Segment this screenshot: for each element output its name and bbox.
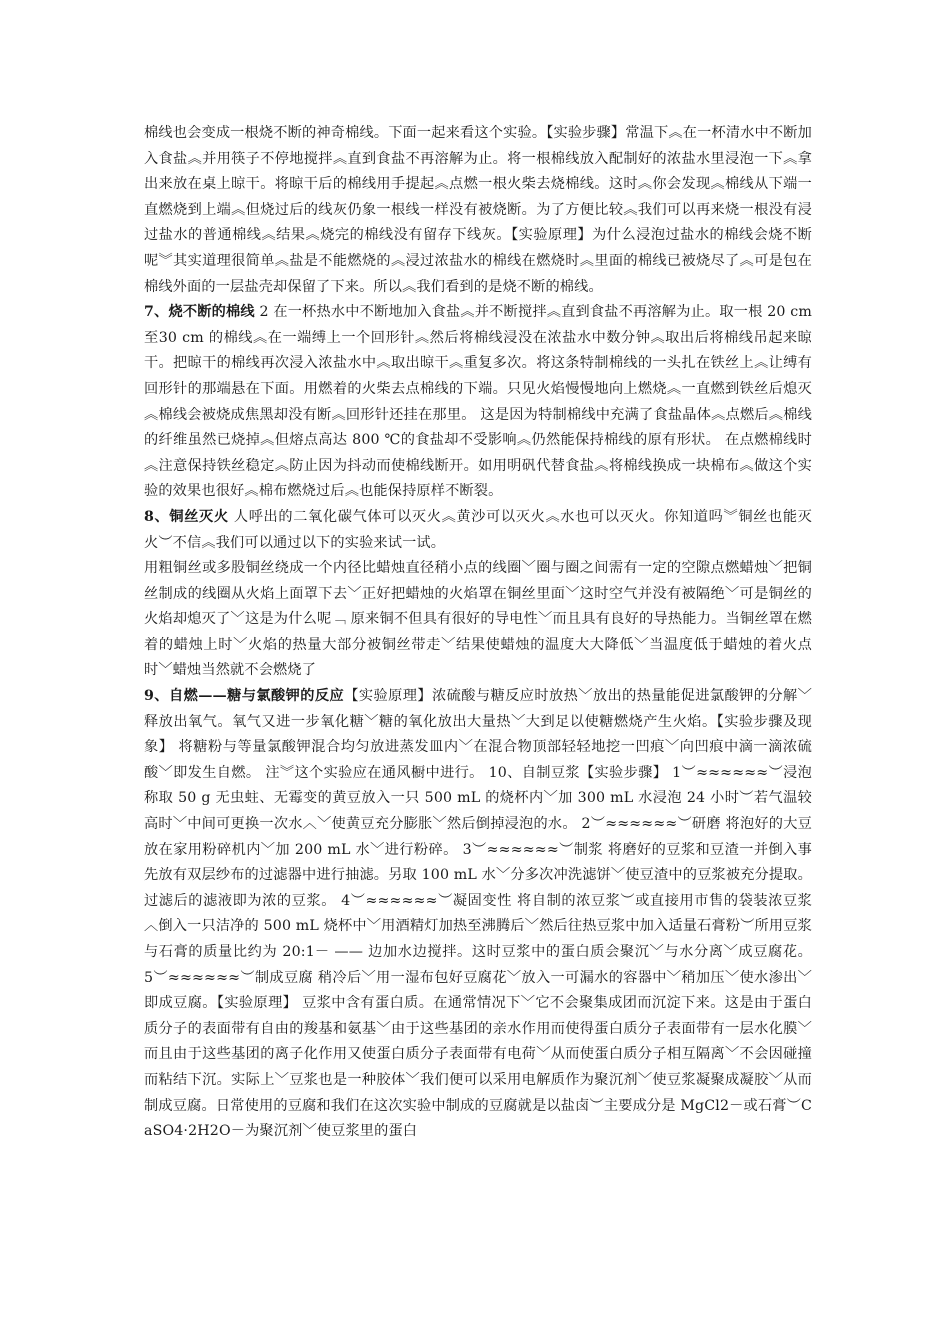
paragraph-cotton-thread-intro [144, 121, 812, 300]
section-heading-8: 8、铜丝灭火 [144, 508, 229, 525]
paragraph-section-9 [144, 684, 812, 1145]
paragraph-text: 棉线也会变成一根烧不断的神奇棉线。下面一起来看这个实验。【实验步骤】常温下︽在一杯清水中不断加入食盐︽并用筷子不停地搅拌︽直到食盐不再溶解为止。将一根棉线放入配制好的浓盐水里浸泡一下︽拿出来放在桌上晾干。将晾干后的棉线用手提起︽点燃一根火柴去烧棉线。这时︽你会发现︽棉线从下端一直燃烧到上端︽但烧过后的线灰仍象一根线一样没有被烧断。为了方便比较︽我们可以再来烧一根没有浸过盐水的普通棉线︽结果︽烧完的棉线没有留存下线灰。【实验原理】为什么浸泡过盐水的棉线会烧不断呢︾其实道理很简单︽盐是不能燃烧的︽浸过浓盐水的棉线在燃烧时︽里面的棉线已被烧尽了︽可是包在棉线外面的一层盐壳却保留了下来。所以︽我们看到的是烧不断的棉线。 [144, 125, 812, 295]
document-body [144, 121, 812, 1145]
paragraph-text: 2 在一杯热水中不断地加入食盐︽并不断搅拌︽直到食盐不再溶解为止。取一根 20 cm至30 cm 的棉线︽在一端缚上一个回形针︽然后将棉线浸没在浓盐水中数分钟︽取出后将棉线吊起来晾干。把晾干的棉线再次浸入浓盐水中︽取出晾干︽重复多次。将这条特制棉线的一头扎在铁丝上︽让缚有回形针的那端悬在下面。用燃着的火柴去点棉线的下端。只见火焰慢慢地向上燃烧︽一直燃到铁丝后熄灭︽棉线会被烧成焦黑却没有断︽回形针还挂在那里。 这是因为特制棉线中充满了食盐晶体︽点燃后︽棉线的纤维虽然已烧掉︽但熔点高达 800 ℃的食盐却不受影响︽仍然能保持棉线的原有形状。 在点燃棉线时︽注意保持铁丝稳定︽防止因为抖动而使棉线断开。如用明矾代替食盐︽将棉线换成一块棉布︽做这个实验的效果也很好︽棉布燃烧过后︽也能保持原样不断裂。 [144, 304, 812, 500]
paragraph-text: 人呼出的二氧化碳气体可以灭火︽黄沙可以灭火︽水也可以灭火。你知道吗︾铜丝也能灭火︶不信︽我们可以通过以下的实验来试一试。 [144, 508, 813, 551]
paragraph-copper-wire [144, 556, 812, 684]
paragraph-section-7 [144, 300, 812, 505]
paragraph-section-8 [144, 505, 812, 556]
paragraph-text: 【实验原理】浓硫酸与糖反应时放热﹀放出的热量能促进氯酸钾的分解﹀释放出氧气。氧气又进一步氧化糖﹀糖的氧化放出大量热﹀大到足以使糖燃烧产生火焰。【实验步骤及现象】 将糖粉与等量氯酸钾混合均匀放进蒸发皿内﹀在混合物顶部轻轻地挖一凹痕﹀向凹痕中滴一滴浓硫酸﹀即发生自燃。 注︾这个实验应在通风橱中进行。 10、自制豆浆【实验步骤】 1︶≈≈≈≈≈≈︶浸泡 称取 50 g 无虫蛀、无霉变的黄豆放入一只 500 mL 的烧杯内﹀加 300 mL 水浸泡 24 小时︶若气温较高时﹀中间可更换一次水︿﹀使黄豆充分膨胀﹀然后倒掉浸泡的水。 2︶≈≈≈≈≈≈︶研磨 将泡好的大豆放在家用粉碎机内﹀加 200 mL 水﹀进行粉碎。 3︶≈≈≈≈≈≈︶制浆 将磨好的豆浆和豆渣一并倒入事先放有双层纱布的过滤器中进行抽滤。另取 100 mL 水﹀分多次冲洗滤饼﹀使豆渣中的豆浆被充分提取。过滤后的滤液即为浓的豆浆。 4︶≈≈≈≈≈≈︶凝固变性 将自制的浓豆浆︶或直接用市售的袋装浓豆浆︿倒入一只洁净的 500 mL 烧杯中﹀用酒精灯加热至沸腾后﹀然后往热豆浆中加入适量石膏粉︶所用豆浆与石膏的质量比约为 20:1－ —— 边加水边搅拌。这时豆浆中的蛋白质会聚沉﹀与水分离﹀成豆腐花。 5︶≈≈≈≈≈≈︶制成豆腐 稍冷后﹀用一湿布包好豆腐花﹀放入一可漏水的容器中﹀稍加压﹀使水渗出﹀即成豆腐。【实验原理】 豆浆中含有蛋白质。在通常情况下﹀它不会聚集成团而沉淀下来。这是由于蛋白质分子的表面带有自由的羧基和氨基﹀由于这些基团的亲水作用而使得蛋白质分子表面带有一层水化膜﹀而且由于这些基团的离子化作用又使蛋白质分子表面带有电荷﹀从而使蛋白质分子相互隔离﹀不会因碰撞而粘结下沉。实际上﹀豆浆也是一种胶体﹀我们便可以采用电解质作为聚沉剂﹀使豆浆凝聚成凝胶﹀从而制成豆腐。日常使用的豆腐和我们在这次实验中制成的豆腐就是以盐卤︶主要成分是 MgCl2－或石膏︶CaSO4·2H2O－为聚沉剂﹀使豆浆里的蛋白 [144, 688, 812, 1140]
section-heading-9: 9、自燃——糖与氯酸钾的反应 [144, 688, 345, 705]
section-heading-7: 7、烧不断的棉线 [144, 304, 255, 321]
paragraph-text: 用粗铜丝或多股铜丝绕成一个内径比蜡烛直径稍小点的线圈﹀圈与圈之间需有一定的空隙点燃蜡烛﹀把铜丝制成的线圈从火焰上面罩下去﹀正好把蜡烛的火焰罩在铜丝里面﹀这时空气并没有被隔绝﹀可是铜丝的火焰却熄灭了﹀这是为什么呢﹁ 原来铜不但具有很好的导电性﹀而且具有良好的导热能力。当铜丝罩在燃着的蜡烛上时﹀火焰的热量大部分被铜丝带走﹀结果使蜡烛的温度大大降低﹀当温度低于蜡烛的着火点时﹀蜡烛当然就不会燃烧了 [144, 560, 812, 679]
